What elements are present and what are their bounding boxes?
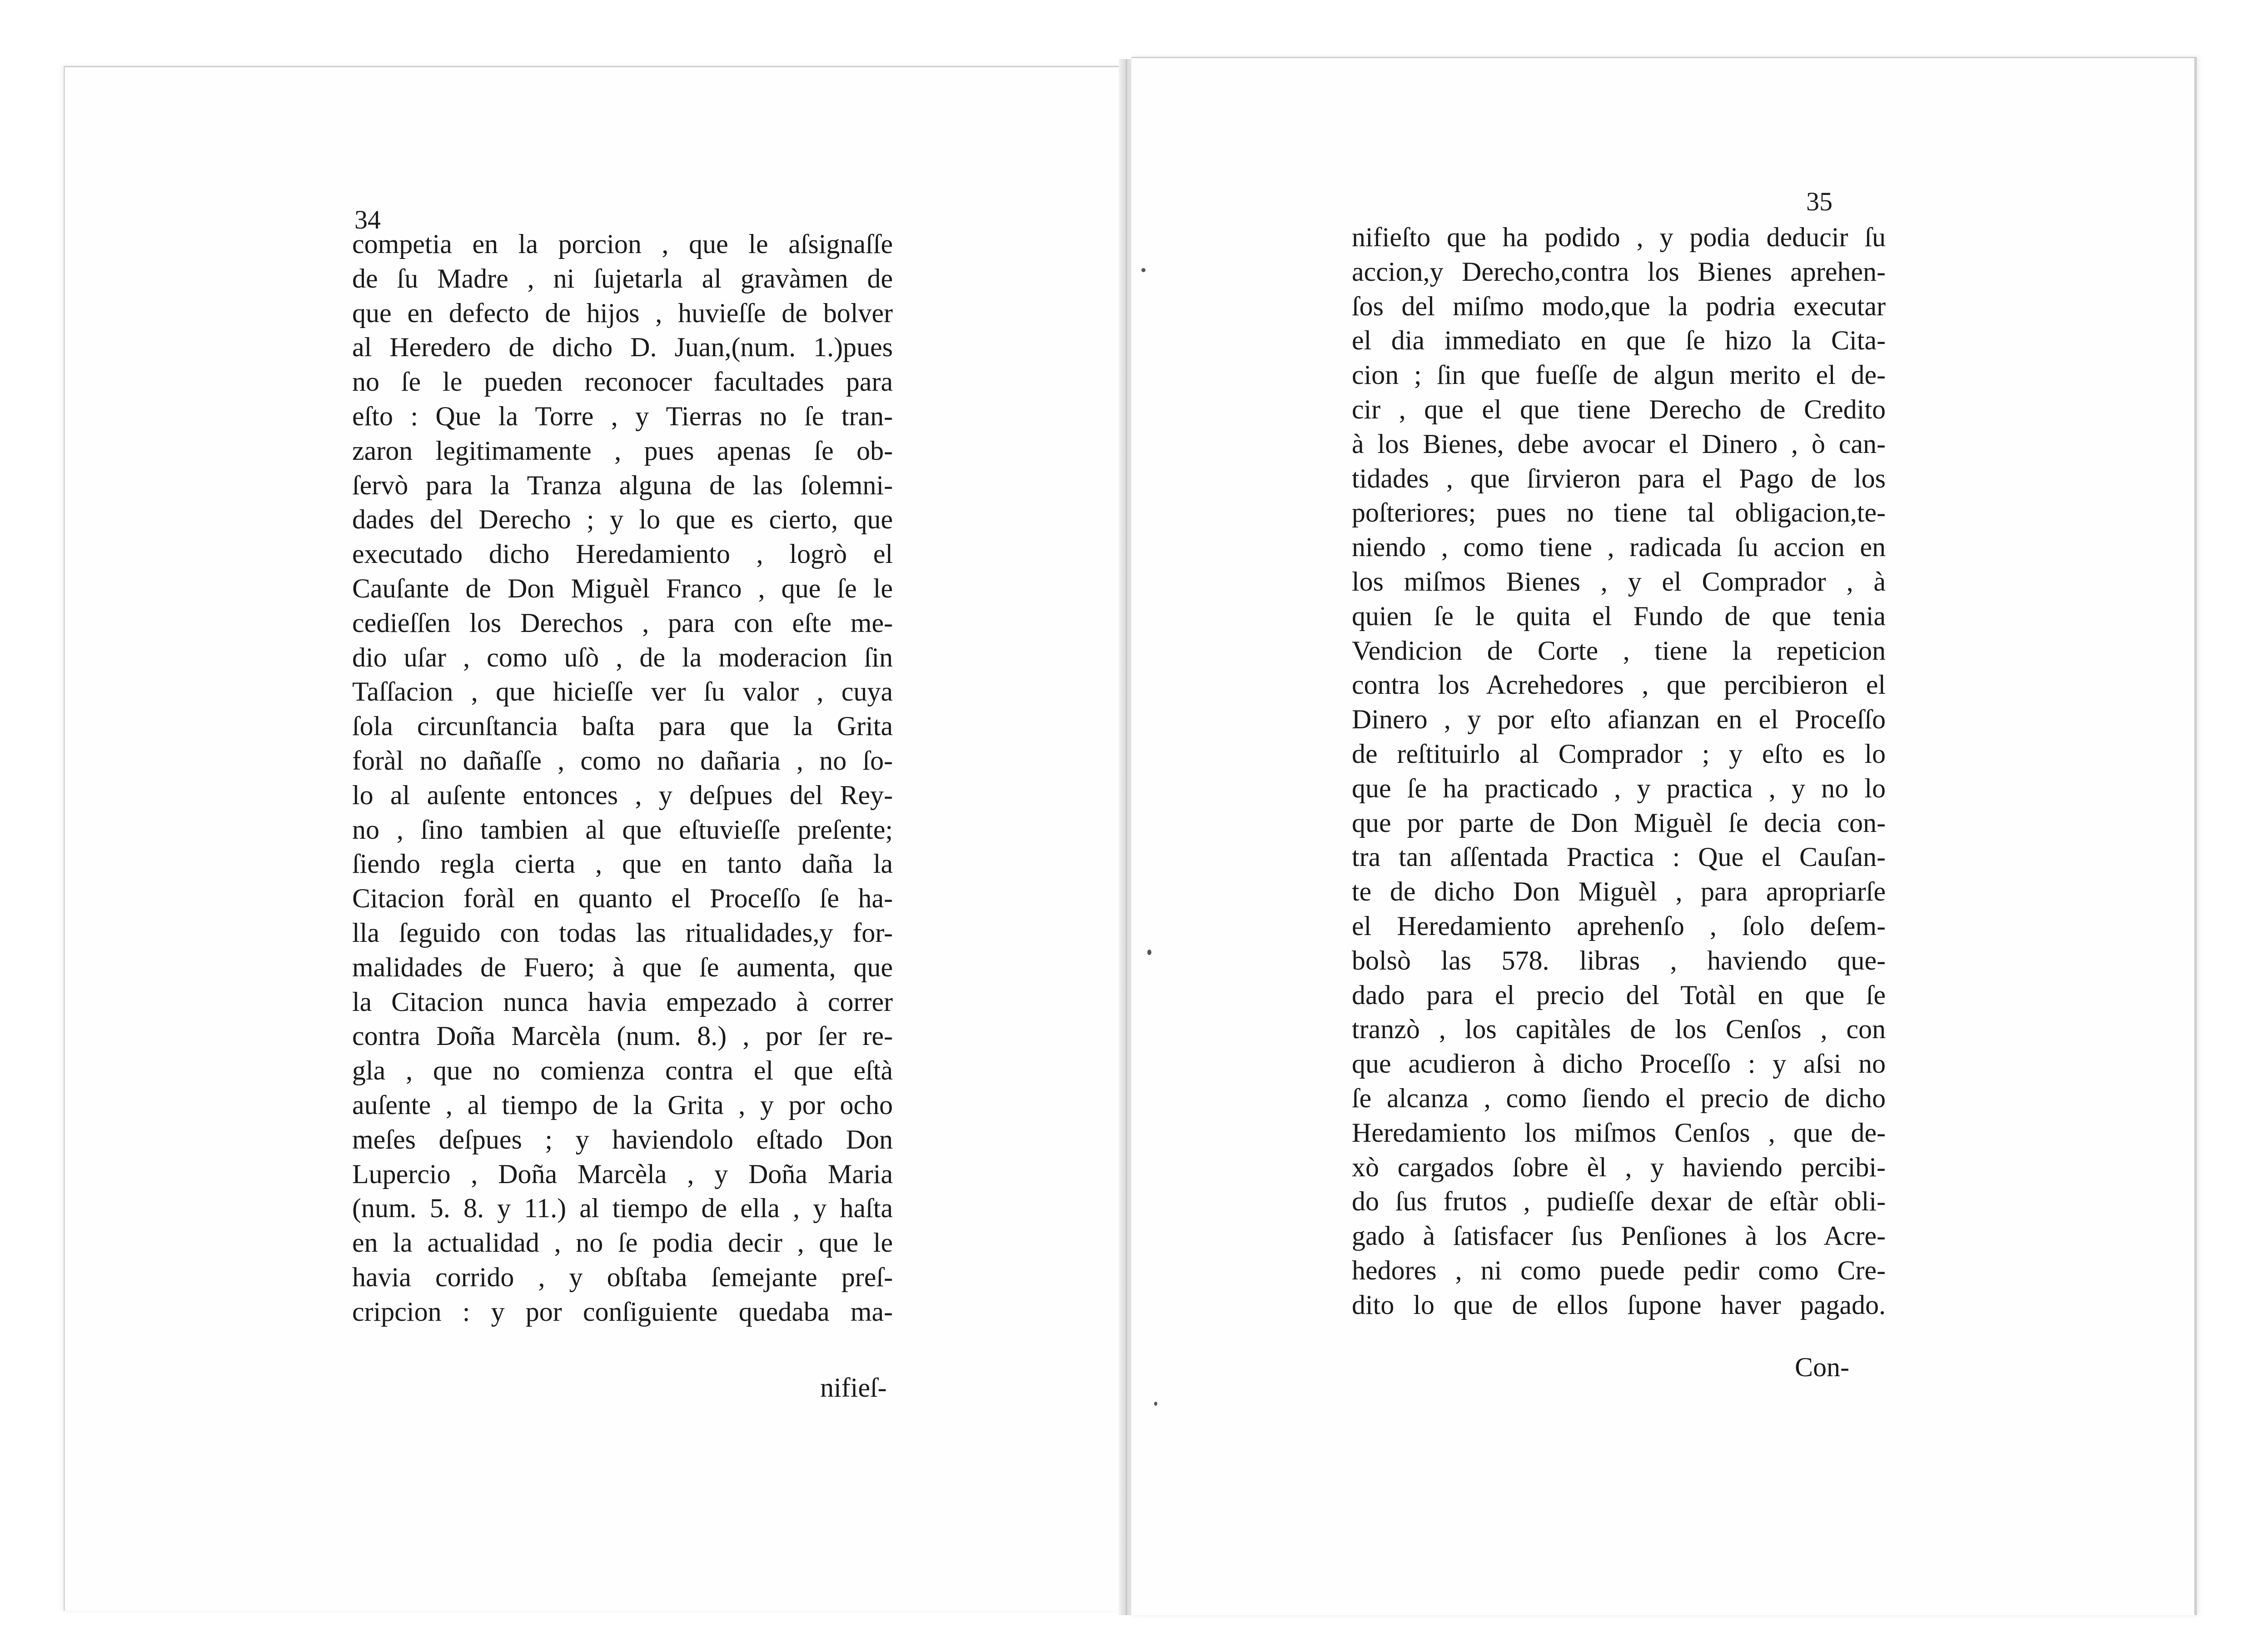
ink-speck xyxy=(1141,268,1145,272)
text-line: no , ſino tambien al que eſtuvieſſe preſente; xyxy=(352,814,893,845)
text-line: de reſtituirlo al Comprador ; y eſto es lo xyxy=(1352,738,1886,769)
text-line: ſe alcanza , como ſiendo el precio de dicho xyxy=(1352,1083,1886,1113)
text-line: xò cargados ſobre èl , y haviendo percibi- xyxy=(1352,1152,1886,1182)
text-line: Taſſacion , que hicieſſe ver ſu valor , cuya xyxy=(352,677,893,707)
text-line: (num. 5. 8. y 11.) al tiempo de ella , y haſta xyxy=(352,1193,893,1224)
text-line: ſola circunſtancia baſta para que la Grita xyxy=(352,711,893,741)
text-line: la Citacion nunca havia empezado à correr xyxy=(352,986,893,1017)
text-line: zaron legitimamente , pues apenas ſe ob- xyxy=(352,435,893,466)
left-page-number: 34 xyxy=(354,205,381,234)
text-line: accion,y Derecho,contra los Bienes aprehen- xyxy=(1352,256,1886,287)
text-line: Heredamiento los miſmos Cenſos , que de- xyxy=(1352,1117,1886,1148)
text-line: lla ſeguido con todas las ritualidades,y for- xyxy=(352,917,893,948)
left-page-text xyxy=(352,227,893,1329)
text-line: dito lo que de ellos ſupone haver pagado. xyxy=(1352,1289,1886,1320)
ink-speck xyxy=(1147,950,1151,955)
text-line: Vendicion de Corte , tiene la repeticion xyxy=(1352,635,1886,666)
text-line: dado para el precio del Totàl en que ſe xyxy=(1352,980,1886,1010)
text-line: eſto : Que la Torre , y Tierras no ſe tran- xyxy=(352,401,893,431)
text-line: Lupercio , Doña Marcèla , y Doña Maria xyxy=(352,1159,893,1189)
text-line: que por parte de Don Miguèl ſe decia con- xyxy=(1352,807,1886,838)
text-line: ſiendo regla cierta , que en tanto daña la xyxy=(352,849,893,879)
text-line: Citacion foràl en quanto el Proceſſo ſe ha- xyxy=(352,883,893,914)
text-line: à los Bienes, debe avocar el Dinero , ò can- xyxy=(1352,428,1886,459)
ink-speck xyxy=(1154,1402,1157,1406)
text-line: executado dicho Heredamiento , logrò el xyxy=(352,539,893,569)
text-line: al Heredero de dicho D. Juan,(num. 1.)pues xyxy=(352,332,893,363)
text-line: auſente , al tiempo de la Grita , y por ocho xyxy=(352,1090,893,1120)
text-line: que acudieron à dicho Proceſſo : y aſsi no xyxy=(1352,1049,1886,1079)
text-line: cedieſſen los Derechos , para con eſte me- xyxy=(352,607,893,638)
text-line: en la actualidad , no ſe podia decir , que le xyxy=(352,1228,893,1258)
text-line: tidades , que ſirvieron para el Pago de los xyxy=(1352,463,1886,493)
text-line: hedores , ni como puede pedir como Cre- xyxy=(1352,1255,1886,1285)
text-line: no ſe le pueden reconocer facultades para xyxy=(352,367,893,397)
text-line: contra Doña Marcèla (num. 8.) , por ſer re- xyxy=(352,1021,893,1051)
text-line: el Heredamiento aprehenſo , ſolo deſem- xyxy=(1352,911,1886,941)
right-page-text xyxy=(1352,220,1886,1323)
text-line: bolsò las 578. libras , haviendo que- xyxy=(1352,945,1886,975)
text-line: havia corrido , y obſtaba ſemejante preſ- xyxy=(352,1262,893,1292)
text-line: gado à ſatisfacer ſus Penſiones à los Acre- xyxy=(1352,1221,1886,1251)
right-page-number: 35 xyxy=(1806,187,1833,216)
text-line: dades del Derecho ; y lo que es cierto, que xyxy=(352,504,893,535)
text-line: el dia immediato en que ſe hizo la Cita- xyxy=(1352,325,1886,356)
left-catchword: nifieſ- xyxy=(820,1373,887,1403)
text-line: Dinero , y por eſto afianzan en el Proceſſo xyxy=(1352,704,1886,735)
text-line: nifieſto que ha podido , y podia deducir ſu xyxy=(1352,222,1886,252)
right-catchword: Con- xyxy=(1795,1352,1849,1382)
text-line: quien ſe le quita el Fundo de que tenia xyxy=(1352,601,1886,631)
text-line: contra los Acrehedores , que percibieron el xyxy=(1352,670,1886,700)
text-line: poſteriores; pues no tiene tal obligacion,te- xyxy=(1352,498,1886,528)
text-line: tra tan aſſentada Practica : Que el Cauſan- xyxy=(1352,842,1886,872)
text-line: ſervò para la Tranza alguna de las ſolemni- xyxy=(352,470,893,500)
text-line: dio uſar , como uſò , de la moderacion ſin xyxy=(352,642,893,672)
text-line: foràl no dañaſſe , como no dañaria , no ſo- xyxy=(352,745,893,776)
text-line: cir , que el que tiene Derecho de Credito xyxy=(1352,394,1886,424)
text-line: gla , que no comienza contra el que eſtà xyxy=(352,1055,893,1086)
text-line: Cauſante de Don Miguèl Franco , que ſe le xyxy=(352,573,893,603)
text-line: te de dicho Don Miguèl , para apropriarſe xyxy=(1352,876,1886,907)
text-line: competia en la porcion , que le aſsignaſſe xyxy=(352,229,893,259)
text-line: do ſus frutos , pudieſſe dexar de eſtàr obli- xyxy=(1352,1186,1886,1217)
text-line: de ſu Madre , ni ſujetarla al gravàmen de xyxy=(352,263,893,294)
text-line: malidades de Fuero; à que ſe aumenta, que xyxy=(352,952,893,982)
text-line: niendo , como tiene , radicada ſu accion en xyxy=(1352,532,1886,562)
text-line: cripcion : y por conſiguiente quedaba ma- xyxy=(352,1296,893,1327)
text-line: meſes deſpues ; y haviendolo eſtado Don xyxy=(352,1124,893,1154)
text-line: cion ; ſin que fueſſe de algun merito el de- xyxy=(1352,360,1886,390)
text-line: que ſe ha practicado , y practica , y no lo xyxy=(1352,773,1886,803)
text-line: que en defecto de hijos , huvieſſe de bolver xyxy=(352,298,893,328)
text-line: lo al auſente entonces , y deſpues del Rey- xyxy=(352,780,893,810)
text-line: ſos del miſmo modo,que la podria executar xyxy=(1352,291,1886,321)
text-line: tranzò , los capitàles de los Cenſos , con xyxy=(1352,1014,1886,1045)
text-line: los miſmos Bienes , y el Comprador , à xyxy=(1352,566,1886,597)
